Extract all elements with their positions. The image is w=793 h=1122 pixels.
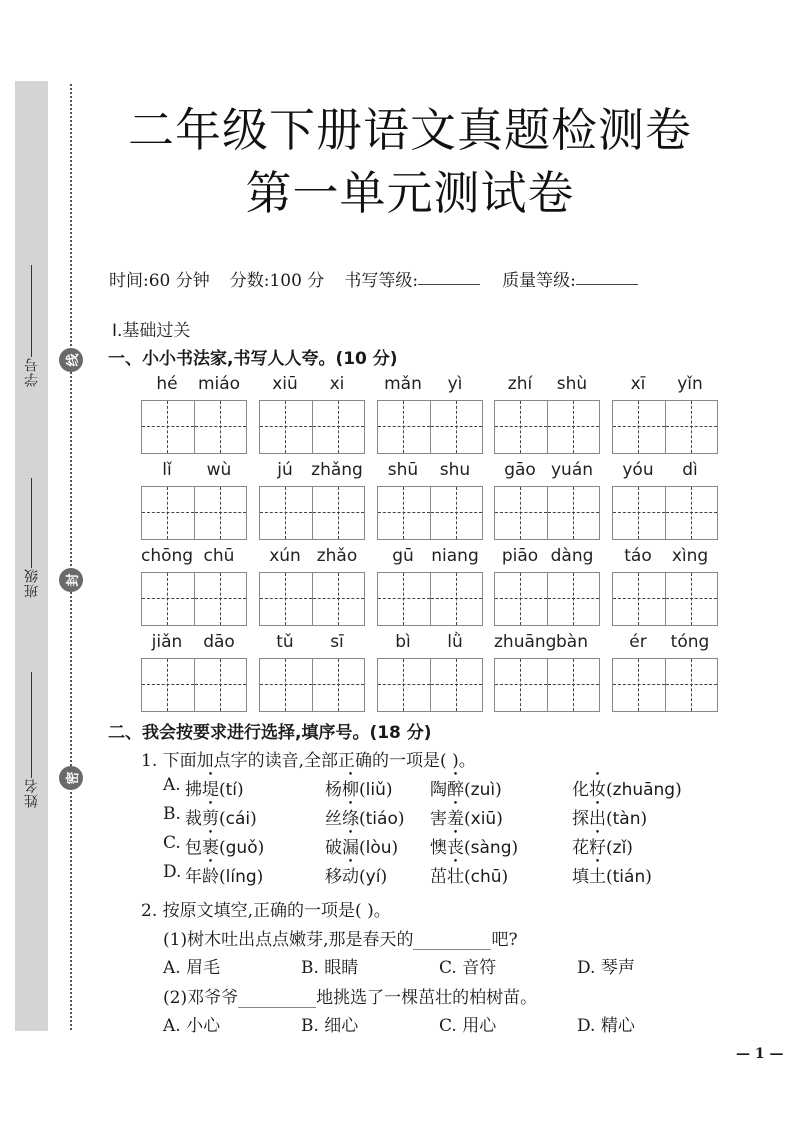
pinyin-reading: zuì bbox=[470, 780, 496, 800]
writing-cell[interactable] bbox=[312, 659, 365, 711]
pinyin-label: lǜ bbox=[447, 632, 463, 652]
char: 破 bbox=[325, 838, 342, 858]
pinyin-reading: líng bbox=[225, 867, 257, 887]
tianzige-boxes bbox=[494, 486, 600, 540]
paren: ( bbox=[606, 809, 613, 829]
pinyin-label: miáo bbox=[197, 374, 241, 394]
char: 包 bbox=[185, 838, 202, 858]
char: 裁 bbox=[185, 809, 202, 829]
question-2-sub1 bbox=[163, 925, 518, 950]
dotted-char: 妆 bbox=[589, 780, 606, 800]
dotted-char: 龄 bbox=[202, 867, 219, 887]
pinyin-label: jiǎn bbox=[151, 632, 183, 652]
writing-cell[interactable] bbox=[142, 659, 194, 711]
option-word bbox=[430, 862, 508, 887]
paren: ( bbox=[464, 809, 471, 829]
pinyin-label: dàng bbox=[550, 546, 594, 566]
dotted-char: 壮 bbox=[447, 867, 464, 887]
pinyin-label: zhí bbox=[507, 374, 533, 394]
pinyin-label: chū bbox=[203, 546, 235, 566]
writing-cell[interactable] bbox=[665, 401, 718, 453]
writing-cell[interactable] bbox=[312, 573, 365, 625]
exam-meta bbox=[109, 266, 638, 291]
paren: ) bbox=[501, 867, 509, 887]
pinyin-reading: cái bbox=[225, 809, 251, 829]
student-id-label: 学号 bbox=[23, 357, 40, 387]
char: 移 bbox=[325, 867, 342, 887]
pinyin-reading: tián bbox=[612, 867, 646, 887]
writing-cell[interactable] bbox=[665, 487, 718, 539]
writing-cell[interactable] bbox=[194, 659, 247, 711]
writing-cell[interactable] bbox=[312, 401, 365, 453]
sub2-option-c[interactable]: C. 用心 bbox=[439, 1016, 497, 1036]
seal-seal-icon: 封 bbox=[59, 568, 83, 592]
paren: ) bbox=[257, 838, 265, 858]
pinyin-label: piāo bbox=[501, 546, 539, 566]
pinyin-label: dāo bbox=[203, 632, 235, 652]
writing-cell[interactable] bbox=[260, 401, 312, 453]
dotted-char: 绦 bbox=[342, 809, 359, 829]
paren: ) bbox=[385, 780, 393, 800]
tianzige-boxes bbox=[377, 572, 483, 626]
pinyin-label: niang bbox=[431, 546, 479, 566]
dotted-char: 出 bbox=[589, 809, 606, 829]
pinyin-label: gāo bbox=[504, 460, 536, 480]
writing-cell[interactable] bbox=[665, 659, 718, 711]
pinyin-reading: lòu bbox=[365, 838, 392, 858]
pinyin-reading: yí bbox=[365, 867, 381, 887]
pinyin-reading: xiū bbox=[470, 809, 497, 829]
paren: ( bbox=[359, 838, 366, 858]
sub2-option-a[interactable]: A. 小心 bbox=[163, 1016, 221, 1036]
writing-cell[interactable] bbox=[378, 573, 430, 625]
writing-grade-blank[interactable] bbox=[418, 266, 480, 285]
char: 懊 bbox=[430, 838, 447, 858]
writing-cell[interactable] bbox=[194, 401, 247, 453]
student-id-field bbox=[15, 265, 48, 387]
sub1-option-a[interactable]: A. 眉毛 bbox=[163, 958, 221, 978]
student-id-blank[interactable] bbox=[31, 265, 32, 357]
sub2-options bbox=[163, 1011, 635, 1036]
tianzige-boxes bbox=[141, 572, 247, 626]
score-info: 分数:100 分 bbox=[229, 271, 325, 291]
sub2-option-d[interactable]: D. 精心 bbox=[577, 1016, 635, 1036]
cut-line bbox=[70, 84, 72, 1030]
tianzige-boxes bbox=[377, 486, 483, 540]
pinyin-reading: liǔ bbox=[365, 780, 386, 800]
dotted-char: 剪 bbox=[202, 809, 219, 829]
writing-cell[interactable] bbox=[260, 573, 312, 625]
writing-cell[interactable] bbox=[547, 487, 600, 539]
seal-secret-icon: 密 bbox=[59, 766, 83, 790]
dotted-char: 籽 bbox=[589, 838, 606, 858]
paren: ( bbox=[219, 809, 226, 829]
pinyin-label: hé bbox=[156, 374, 178, 394]
writing-cell[interactable] bbox=[430, 659, 483, 711]
tianzige-boxes bbox=[494, 400, 600, 454]
paren: ) bbox=[495, 780, 502, 800]
pinyin-label: wù bbox=[206, 460, 232, 480]
paren: ) bbox=[645, 867, 652, 887]
name-label: 姓名 bbox=[23, 778, 40, 808]
char: 拂 bbox=[185, 780, 202, 800]
pinyin-label: zhǎo bbox=[316, 546, 358, 566]
writing-cell[interactable] bbox=[260, 487, 312, 539]
dotted-char: 裹 bbox=[202, 838, 219, 858]
pinyin-label: lǐ bbox=[162, 460, 172, 480]
pinyin-label: yì bbox=[447, 374, 463, 394]
dotted-char: 柳 bbox=[342, 780, 359, 800]
option-letter: C. bbox=[163, 833, 181, 853]
paren: ) bbox=[496, 809, 503, 829]
sub1-text-after: 吧? bbox=[491, 930, 518, 950]
option-word bbox=[325, 775, 393, 800]
option-letter: D. bbox=[163, 862, 182, 882]
char: 陶 bbox=[430, 780, 447, 800]
class-blank[interactable] bbox=[31, 478, 32, 568]
pinyin-label: xi bbox=[329, 374, 345, 394]
section1-heading: 一、小小书法家,书写人人夸。(10 分) bbox=[108, 349, 398, 369]
option-word bbox=[430, 833, 518, 858]
tianzige-boxes bbox=[494, 658, 600, 712]
char: 化 bbox=[572, 780, 589, 800]
paren: ( bbox=[359, 809, 366, 829]
writing-cell[interactable] bbox=[378, 401, 430, 453]
dotted-char: 丧 bbox=[447, 838, 464, 858]
tianzige-boxes bbox=[377, 658, 483, 712]
pinyin-label: yóu bbox=[622, 460, 654, 480]
paren: ( bbox=[606, 838, 613, 858]
writing-cell[interactable] bbox=[547, 573, 600, 625]
pinyin-reading: sàng bbox=[470, 838, 512, 858]
paren: ( bbox=[464, 780, 471, 800]
pinyin-reading: zhuāng bbox=[612, 780, 676, 800]
question-2-sub2 bbox=[163, 983, 537, 1008]
paren: ) bbox=[626, 838, 633, 858]
writing-cell[interactable] bbox=[142, 573, 194, 625]
sub1-option-d[interactable]: D. 琴声 bbox=[577, 958, 635, 978]
option-word bbox=[325, 862, 387, 887]
sub2-blank[interactable] bbox=[238, 989, 316, 1008]
paren: ( bbox=[359, 780, 366, 800]
writing-cell[interactable] bbox=[194, 487, 247, 539]
tianzige-boxes bbox=[259, 658, 365, 712]
sub1-option-b[interactable]: B. 眼睛 bbox=[301, 958, 359, 978]
char: 探 bbox=[572, 809, 589, 829]
dotted-char: 漏 bbox=[342, 838, 359, 858]
paren: ( bbox=[219, 867, 226, 887]
writing-cell[interactable] bbox=[613, 573, 665, 625]
pinyin-label: shu bbox=[439, 460, 471, 480]
pinyin-label: táo bbox=[624, 546, 652, 566]
pinyin-label: zhuāng bbox=[494, 632, 557, 652]
writing-cell[interactable] bbox=[495, 401, 547, 453]
char: 填 bbox=[572, 867, 589, 887]
pinyin-reading: zǐ bbox=[612, 838, 627, 858]
option-word bbox=[572, 804, 647, 829]
writing-cell[interactable] bbox=[430, 573, 483, 625]
paren: ) bbox=[380, 867, 388, 887]
pinyin-label: yuán bbox=[550, 460, 594, 480]
option-word bbox=[572, 862, 652, 887]
writing-cell[interactable] bbox=[613, 401, 665, 453]
name-blank[interactable] bbox=[31, 672, 32, 778]
option-word bbox=[185, 862, 263, 887]
paren: ) bbox=[640, 809, 648, 829]
pinyin-reading: tiáo bbox=[365, 809, 398, 829]
tianzige-boxes bbox=[612, 658, 718, 712]
pinyin-label: xún bbox=[269, 546, 301, 566]
char: 年 bbox=[185, 867, 202, 887]
option-word bbox=[430, 804, 503, 829]
paren: ) bbox=[237, 780, 244, 800]
paren: ) bbox=[250, 809, 257, 829]
option-word bbox=[325, 804, 405, 829]
section2-heading: 二、我会按要求进行选择,填序号。(18 分) bbox=[108, 723, 432, 743]
writing-cell[interactable] bbox=[142, 401, 194, 453]
sub1-options bbox=[163, 953, 635, 978]
writing-cell[interactable] bbox=[378, 659, 430, 711]
sub1-text-before: (1)树木吐出点点嫩芽,那是春天的 bbox=[163, 930, 414, 950]
paren: ( bbox=[359, 867, 366, 887]
page-title: 二年级下册语文真题检测卷 bbox=[128, 103, 692, 157]
char: 丝 bbox=[325, 809, 342, 829]
tianzige-boxes bbox=[494, 572, 600, 626]
question-2-stem: 2. 按原文填空,正确的一项是( )。 bbox=[141, 901, 391, 921]
option-word bbox=[185, 833, 264, 858]
writing-cell[interactable] bbox=[194, 573, 247, 625]
writing-cell[interactable] bbox=[547, 401, 600, 453]
paren: ( bbox=[464, 867, 471, 887]
writing-cell[interactable] bbox=[547, 659, 600, 711]
writing-cell[interactable] bbox=[430, 401, 483, 453]
pinyin-label: dì bbox=[682, 460, 698, 480]
pinyin-reading: guǒ bbox=[225, 838, 258, 858]
tianzige-boxes bbox=[259, 572, 365, 626]
sub1-blank[interactable] bbox=[413, 931, 491, 950]
pinyin-label: gū bbox=[392, 546, 414, 566]
option-word bbox=[430, 775, 502, 800]
dotted-char: 土 bbox=[589, 867, 606, 887]
writing-cell[interactable] bbox=[665, 573, 718, 625]
option-word bbox=[572, 833, 633, 858]
paren: ) bbox=[397, 809, 405, 829]
writing-cell[interactable] bbox=[260, 659, 312, 711]
char: 花 bbox=[572, 838, 589, 858]
writing-cell[interactable] bbox=[142, 487, 194, 539]
paren: ( bbox=[606, 867, 613, 887]
pinyin-label: xī bbox=[630, 374, 646, 394]
pinyin-label: xìng bbox=[671, 546, 709, 566]
pinyin-label: jú bbox=[277, 460, 293, 480]
paren: ( bbox=[464, 838, 471, 858]
paren: ( bbox=[219, 780, 226, 800]
pinyin-label: mǎn bbox=[384, 374, 422, 394]
writing-cell[interactable] bbox=[378, 487, 430, 539]
pinyin-reading: tí bbox=[225, 780, 238, 800]
writing-cell[interactable] bbox=[613, 487, 665, 539]
writing-grade-label: 书写等级: bbox=[344, 271, 419, 291]
time-info: 时间:60 分钟 bbox=[109, 271, 210, 291]
tianzige-boxes bbox=[612, 400, 718, 454]
class-field bbox=[15, 478, 48, 598]
tianzige-boxes bbox=[612, 572, 718, 626]
sub2-text-after: 地挑选了一棵茁壮的柏树苗。 bbox=[316, 988, 538, 1008]
pinyin-reading: tàn bbox=[612, 809, 641, 829]
quality-grade-blank[interactable] bbox=[576, 266, 638, 285]
writing-cell[interactable] bbox=[312, 487, 365, 539]
paren: ) bbox=[675, 780, 682, 800]
dotted-char: 羞 bbox=[447, 809, 464, 829]
tianzige-boxes bbox=[141, 658, 247, 712]
writing-cell[interactable] bbox=[430, 487, 483, 539]
option-word bbox=[185, 804, 257, 829]
pinyin-label: bì bbox=[395, 632, 411, 652]
option-word bbox=[325, 833, 398, 858]
pinyin-label: tǔ bbox=[276, 632, 294, 652]
tianzige-boxes bbox=[141, 486, 247, 540]
part-heading: Ⅰ.基础过关 bbox=[112, 321, 191, 341]
dotted-char: 动 bbox=[342, 867, 359, 887]
pinyin-label: chōng bbox=[141, 546, 194, 566]
name-field bbox=[15, 672, 48, 808]
seal-line-icon: 线 bbox=[59, 348, 83, 372]
quality-grade-label: 质量等级: bbox=[502, 271, 576, 291]
char: 茁 bbox=[430, 867, 447, 887]
question-1-stem: 1. 下面加点字的读音,全部正确的一项是( )。 bbox=[141, 751, 476, 771]
pinyin-reading: chū bbox=[470, 867, 502, 887]
char: 杨 bbox=[325, 780, 342, 800]
writing-cell[interactable] bbox=[495, 487, 547, 539]
option-word bbox=[572, 775, 682, 800]
option-letter: B. bbox=[163, 804, 181, 824]
dotted-char: 醉 bbox=[447, 780, 464, 800]
paren: ) bbox=[391, 838, 399, 858]
char: 害 bbox=[430, 809, 447, 829]
pinyin-label: shù bbox=[556, 374, 588, 394]
tianzige-boxes bbox=[141, 400, 247, 454]
tianzige-boxes bbox=[612, 486, 718, 540]
option-word bbox=[185, 775, 244, 800]
class-label: 班级 bbox=[23, 568, 40, 598]
writing-cell[interactable] bbox=[495, 573, 547, 625]
sub1-option-c[interactable]: C. 音符 bbox=[439, 958, 497, 978]
writing-cell[interactable] bbox=[495, 659, 547, 711]
page-number: — 1 — bbox=[736, 1046, 784, 1062]
pinyin-label: yǐn bbox=[677, 374, 703, 394]
paren: ) bbox=[511, 838, 519, 858]
pinyin-label: shū bbox=[387, 460, 419, 480]
pinyin-label: sī bbox=[330, 632, 344, 652]
paren: ( bbox=[219, 838, 226, 858]
paren: ( bbox=[606, 780, 613, 800]
paren: ) bbox=[256, 867, 264, 887]
pinyin-label: ér bbox=[629, 632, 647, 652]
page-subtitle: 第一单元测试卷 bbox=[245, 166, 575, 220]
sub2-option-b[interactable]: B. 细心 bbox=[301, 1016, 359, 1036]
option-letter: A. bbox=[163, 775, 181, 795]
pinyin-label: bàn bbox=[556, 632, 588, 652]
pinyin-label: xiū bbox=[272, 374, 298, 394]
writing-cell[interactable] bbox=[613, 659, 665, 711]
pinyin-label: zhǎng bbox=[311, 460, 363, 480]
pinyin-label: tóng bbox=[670, 632, 710, 652]
dotted-char: 堤 bbox=[202, 780, 219, 800]
tianzige-boxes bbox=[259, 486, 365, 540]
tianzige-boxes bbox=[377, 400, 483, 454]
tianzige-boxes bbox=[259, 400, 365, 454]
sub2-text-before: (2)邓爷爷 bbox=[163, 988, 239, 1008]
